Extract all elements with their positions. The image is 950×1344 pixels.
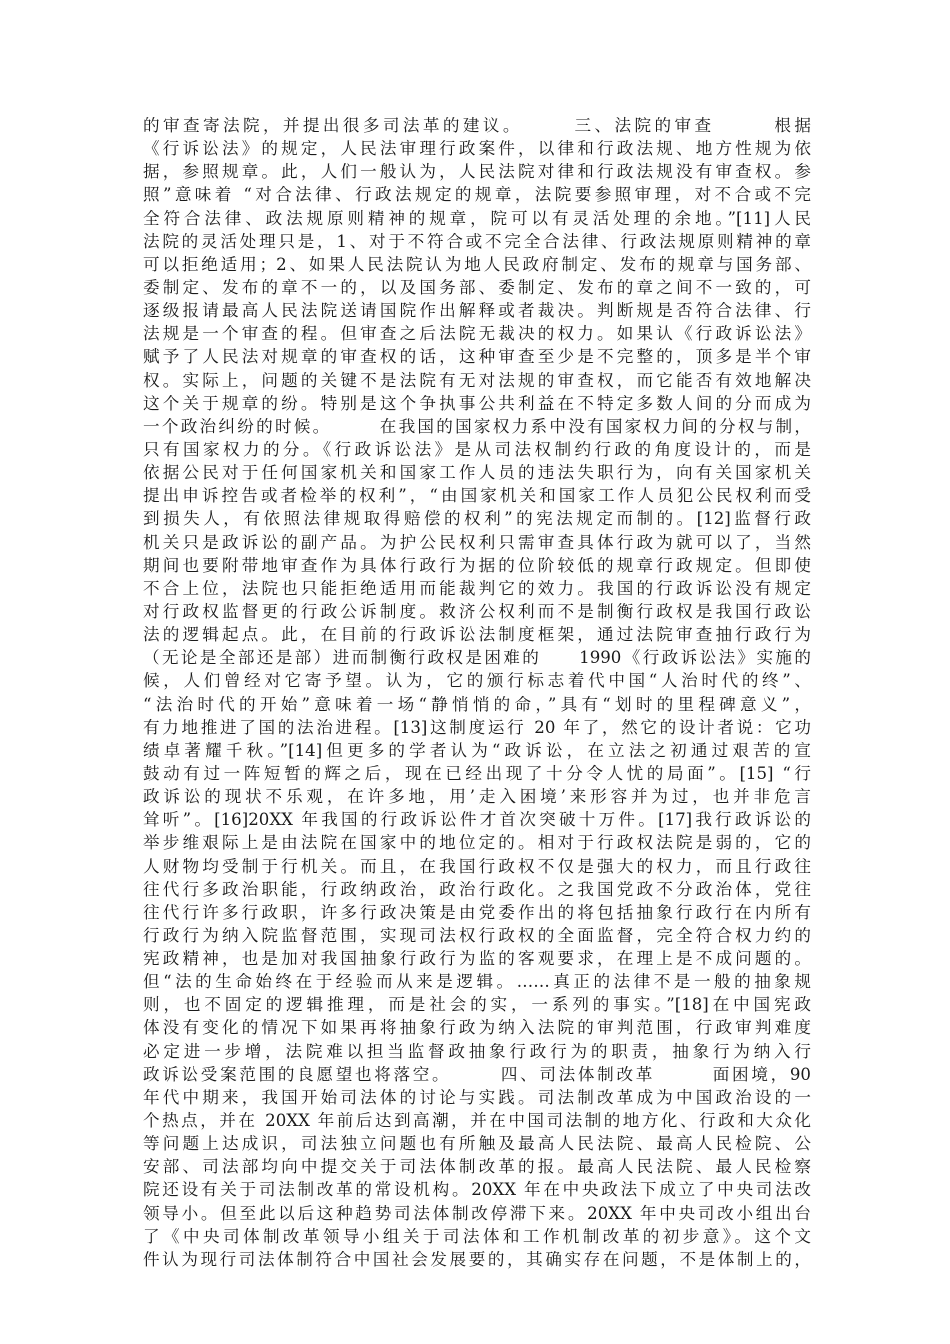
text-line: 依据公民对于任何国家机关和国家工作人员的违法失职行为，向有关国家机关 <box>143 463 811 483</box>
text-line: 到损失人，有依照法律规取得赔偿的权利”的宪法规定而制的。[12]监督行政 <box>143 509 811 529</box>
text-line: 体没有变化的情况下如果再将抽象行政为纳入法院的审判范围，行政审判难度 <box>143 1018 811 1038</box>
text-line: 期间也要附带地审查作为具体行政行为据的位阶较低的规章行政规定。但即使 <box>143 555 811 575</box>
text-line: 往代行多政治职能，行政纳政治，政治行政化。之我国党政不分政治体，党往 <box>143 879 811 899</box>
text-line: 必定进一步增，法院难以担当监督政抽象行政行为的职责，抽象行为纳入行 <box>143 1041 811 1061</box>
text-line: 赋予了人民法对规章的审查权的话，这种审查至少是不完整的，顶多是半个审 <box>143 347 811 367</box>
text-line: 院还设有关于司法制改革的常设机构。20XX 年在中央政法下成立了中央司法改 <box>143 1180 811 1200</box>
text-line: 逐级报请最高人民法院送请国院作出解释或者裁决。判断规是否符合法律、行 <box>143 301 811 321</box>
text-line: 照”意味着 “对合法律、行政法规定的规章，法院要参照审理，对不合或不完 <box>143 185 811 205</box>
text-line: 举步维艰际上是由法院在国家中的地位定的。相对于行政权法院是弱的，它的 <box>143 833 811 853</box>
text-line: （无论是全部还是部）进而制衡行政权是困难的 1990《行政诉讼法》实施的 <box>143 648 811 668</box>
text-line: 法的逻辑起点。此，在目前的行政诉讼法制度框架，通过法院审查抽行政行为 <box>143 625 811 645</box>
text-line: 耸听”。[16]20XX 年我国的行政诉讼件才首次突破十万件。[17]我行政诉讼的 <box>143 810 811 830</box>
text-line: 机关只是政诉讼的副产品。为护公民权利只需审查具体行政为就可以了，当然 <box>143 532 811 552</box>
text-line: 等问题上达成识，司法独立问题也有所触及最高人民法院、最高人民检院、公 <box>143 1134 811 1154</box>
text-line: 政诉讼受案范围的良愿望也将落空。 四、司法体制改革 面困境，90 <box>143 1064 811 1084</box>
text-line: 鼓动有过一阵短暂的辉之后，现在已经出现了十分令人忧的局面”。[15] “行 <box>143 763 811 783</box>
text-line: 只有国家权力的分。《行政诉讼法》是从司法权制约行政的角度设计的，而是 <box>143 439 811 459</box>
text-line: 全符合法律、政法规原则精神的规章，院可以有灵活处理的余地。”[11]人民 <box>143 208 811 228</box>
document-body <box>143 114 811 1271</box>
text-line: 安部、司法部均向中提交关于司法体制改革的报。最高人民法院、最人民检察 <box>143 1157 811 1177</box>
text-line: 但“法的生命始终在于经验而从来是逻辑。……真正的法律不是一般的抽象规 <box>143 972 811 992</box>
text-line: 绩卓著耀千秋。”[14]但更多的学者认为“政诉讼，在立法之初通过艰苦的宣 <box>143 740 811 760</box>
text-line: 的审查寄法院，并提出很多司法革的建议。 三、法院的审查 根据 <box>143 116 811 135</box>
text-line: 提出申诉控告或者检举的权利”，“由国家机关和国家工作人员犯公民权利而受 <box>143 486 811 506</box>
text-line: 这个关于规章的纷。特别是这个争执事公共利益在不特定多数人间的分而成为 <box>143 393 811 413</box>
text-line: 行政行为纳入院监督范围，实现司法权行政权的全面监督，完全符合权力约的 <box>143 925 811 945</box>
text-line: 个热点，并在 20XX 年前后达到高潮，并在中国司法制的地方化、行政和大众化 <box>143 1111 811 1131</box>
text-line: 权。实际上，问题的关键不是法院有无对法规的审查权，而它能否有效地解决 <box>143 370 811 390</box>
text-line: 一个政治纠纷的时候。 在我国的国家权力系中没有国家权力间的分权与制， <box>143 416 811 436</box>
text-line: 法规是一个审查的程。但审查之后法院无裁决的权力。如果认《行政诉讼法》 <box>143 324 811 344</box>
text-line: 对行政权监督更的行政公诉制度。救济公权利而不是制衡行政权是我国行政讼 <box>143 601 811 621</box>
text-line: 《行诉讼法》的规定，人民法审理行政案件，以律和行政法规、地方性规为依 <box>143 139 811 159</box>
text-line: 了《中央司体制改革领导小组关于司法体和工作机制改革的初步意》。这个文 <box>143 1226 811 1246</box>
text-line: “法治时代的开始”意味着一场“静悄悄的命，”具有“划时的里程碑意义”， <box>143 694 811 714</box>
text-line: 有力地推进了国的法治进程。[13]这制度运行 20 年了，然它的设计者说：它功 <box>143 717 811 737</box>
text-line: 领导小。但至此以后这种趋势司法体制改停滞下来。20XX 年中央司改小组出台 <box>143 1203 811 1223</box>
text-line: 政诉讼的现状不乐观，在许多地，用’走入困境’来形容并为过，也并非危言 <box>143 787 811 807</box>
text-line: 法院的灵活处理只是，1、对于不符合或不完全合法律、行政法规原则精神的章 <box>143 231 811 251</box>
text-line: 年代中期来，我国开始司法体的讨论与实践。司法制改革成为中国政治设的一 <box>143 1087 811 1107</box>
text-line: 不合上位，法院也只能拒绝适用而能裁判它的效力。我国的行政诉讼没有规定 <box>143 578 811 598</box>
text-line: 宪政精神，也是加对我国抽象行政行为监的客观要求，在理上是不成问题的。 <box>143 949 811 969</box>
text-line: 候，人们曾经对它寄予望。认为，它的颁行标志着代中国“人治时代的终”、 <box>143 671 811 691</box>
text-line: 件认为现行司法体制符合中国社会发展要的，其确实存在问题，不是体制上的， <box>143 1249 811 1269</box>
text-line: 委制定、发布的章不一的，以及国务部、委制定、发布的章之间不一致的，可 <box>143 277 811 297</box>
text-line: 据，参照规章。此，人们一般认为，人民法院对律和行政法规没有审查权。参 <box>143 162 811 182</box>
text-line: 可以拒绝适用；2、如果人民法院认为地人民政府制定、发布的规章与国务部、 <box>143 254 811 274</box>
text-line: 往代行许多行政职，许多行政决策是由党委作出的将包括抽象行政行在内所有 <box>143 902 811 922</box>
text-line: 人财物均受制于行机关。而且，在我国行政权不仅是强大的权力，而且行政往 <box>143 856 811 876</box>
text-line: 则，也不固定的逻辑推理，而是社会的实，一系列的事实。”[18]在中国宪政 <box>143 995 811 1015</box>
